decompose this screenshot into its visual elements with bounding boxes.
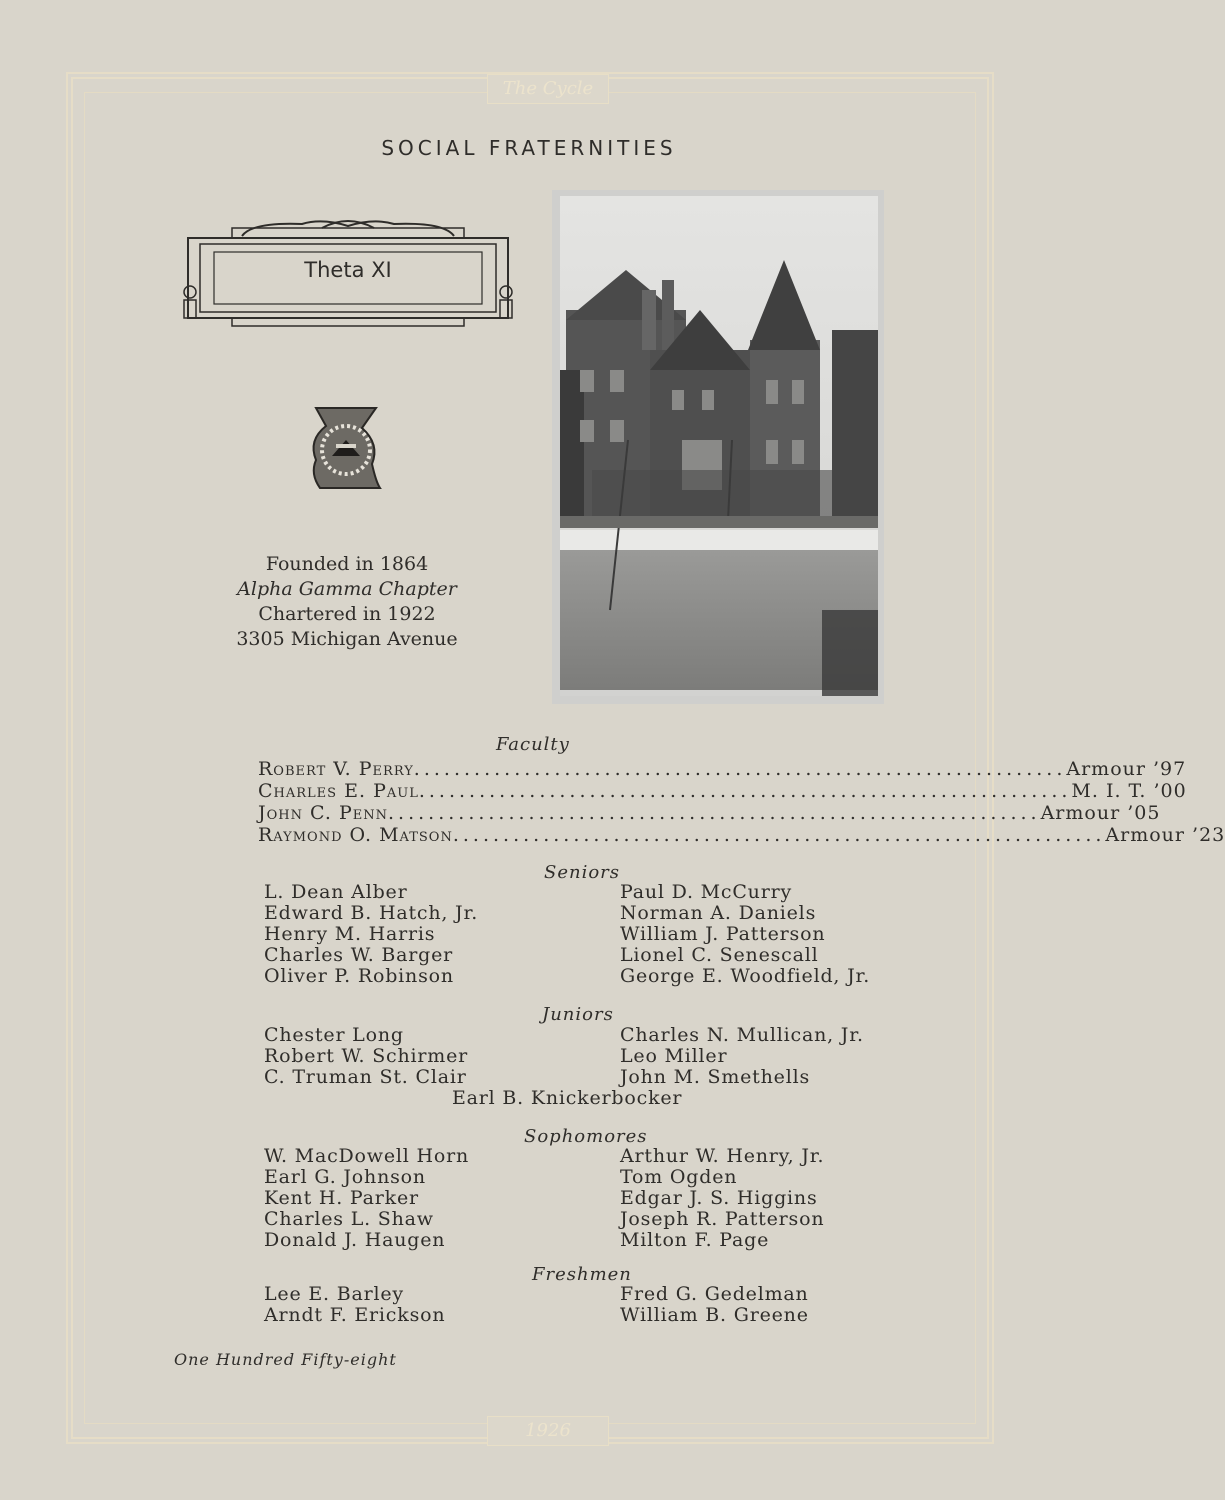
member-name: Arthur W. Henry, Jr. [620,1145,825,1167]
freshmen-left-column [264,1284,445,1326]
founded-line: Founded in 1864 [265,553,429,575]
member-name: John M. Smethells [620,1066,810,1088]
freshmen-right-column [620,1284,809,1326]
member-name: Edward B. Hatch, Jr. [264,902,479,924]
leader-dots: ................................................................. [418,780,1072,802]
juniors-left-column [264,1025,468,1088]
seniors-left-column [264,882,478,987]
faculty-school: Armour ’23 [1105,824,1225,846]
faculty-school: Armour ’97 [1066,758,1187,780]
seniors-right-column [620,882,870,987]
member-name: Charles L. Shaw [264,1208,434,1230]
address-line: 3305 Michigan Avenue [236,628,458,650]
member-name: William J. Patterson [620,923,826,945]
member-name: George E. Woodfield, Jr. [620,965,871,987]
member-name: W. MacDowell Horn [264,1145,470,1167]
member-name: Joseph R. Patterson [620,1208,825,1230]
juniors-heading: Juniors [542,1004,614,1025]
sophomores-left-column [264,1146,469,1251]
page-number: One Hundred Fifty-eight [174,1350,397,1369]
member-name: L. Dean Alber [264,881,408,903]
member-name: Edgar J. S. Higgins [620,1187,818,1209]
leader-dots: ................................................................. [388,802,1041,824]
freshmen-heading: Freshmen [532,1264,632,1285]
chartered-line: Chartered in 1922 [258,603,436,625]
chapter-info [222,552,472,652]
page-title: SOCIAL FRATERNITIES [381,136,677,160]
sophomores-right-column [620,1146,824,1251]
member-name: Fred G. Gedelman [620,1283,809,1305]
member-name: Tom Ogden [620,1166,738,1188]
faculty-row [258,758,1187,780]
member-name: Norman A. Daniels [620,902,817,924]
fraternity-pin-icon [306,404,386,494]
leader-dots: ................................................................. [452,824,1106,846]
faculty-name: Charles E. Paul [258,780,419,802]
faculty-name: Raymond O. Matson [258,824,453,846]
member-name: Henry M. Harris [264,923,436,945]
faculty-school: M. I. T. ’00 [1071,780,1187,802]
chapter-line: Alpha Gamma Chapter [237,578,457,600]
faculty-row [258,824,1225,846]
member-name: C. Truman St. Clair [264,1066,467,1088]
member-name: Charles N. Mullican, Jr. [620,1024,864,1046]
member-name-centered: Earl B. Knickerbocker [452,1087,683,1109]
faculty-row [258,780,1187,802]
member-name: Paul D. McCurry [620,881,793,903]
member-name: Lionel C. Senescall [620,944,819,966]
member-name: Oliver P. Robinson [264,965,454,987]
member-name: Milton F. Page [620,1229,770,1251]
leader-dots: ................................................................. [413,758,1067,780]
faculty-name: John C. Penn [258,802,388,824]
member-name: Leo Miller [620,1045,728,1067]
chapter-house-photo [552,190,884,704]
juniors-right-column [620,1025,864,1088]
member-name: William B. Greene [620,1304,809,1326]
faculty-name: Robert V. Perry [258,758,414,780]
member-name: Chester Long [264,1024,404,1046]
footer-ornament-label: 1926 [487,1416,609,1446]
member-name: Donald J. Haugen [264,1229,446,1251]
member-name: Charles W. Barger [264,944,454,966]
chapter-crest [182,214,514,330]
member-name: Robert W. Schirmer [264,1045,468,1067]
member-name: Lee E. Barley [264,1283,404,1305]
member-name: Arndt F. Erickson [264,1304,446,1326]
header-ornament-label: The Cycle [487,74,609,104]
sophomores-heading: Sophomores [524,1126,648,1147]
faculty-row [258,802,1161,824]
faculty-heading: Faculty [496,734,570,755]
chapter-name: Theta XI [304,258,392,282]
faculty-school: Armour ’05 [1040,802,1161,824]
seniors-heading: Seniors [544,862,621,883]
member-name: Kent H. Parker [264,1187,419,1209]
member-name: Earl G. Johnson [264,1166,426,1188]
